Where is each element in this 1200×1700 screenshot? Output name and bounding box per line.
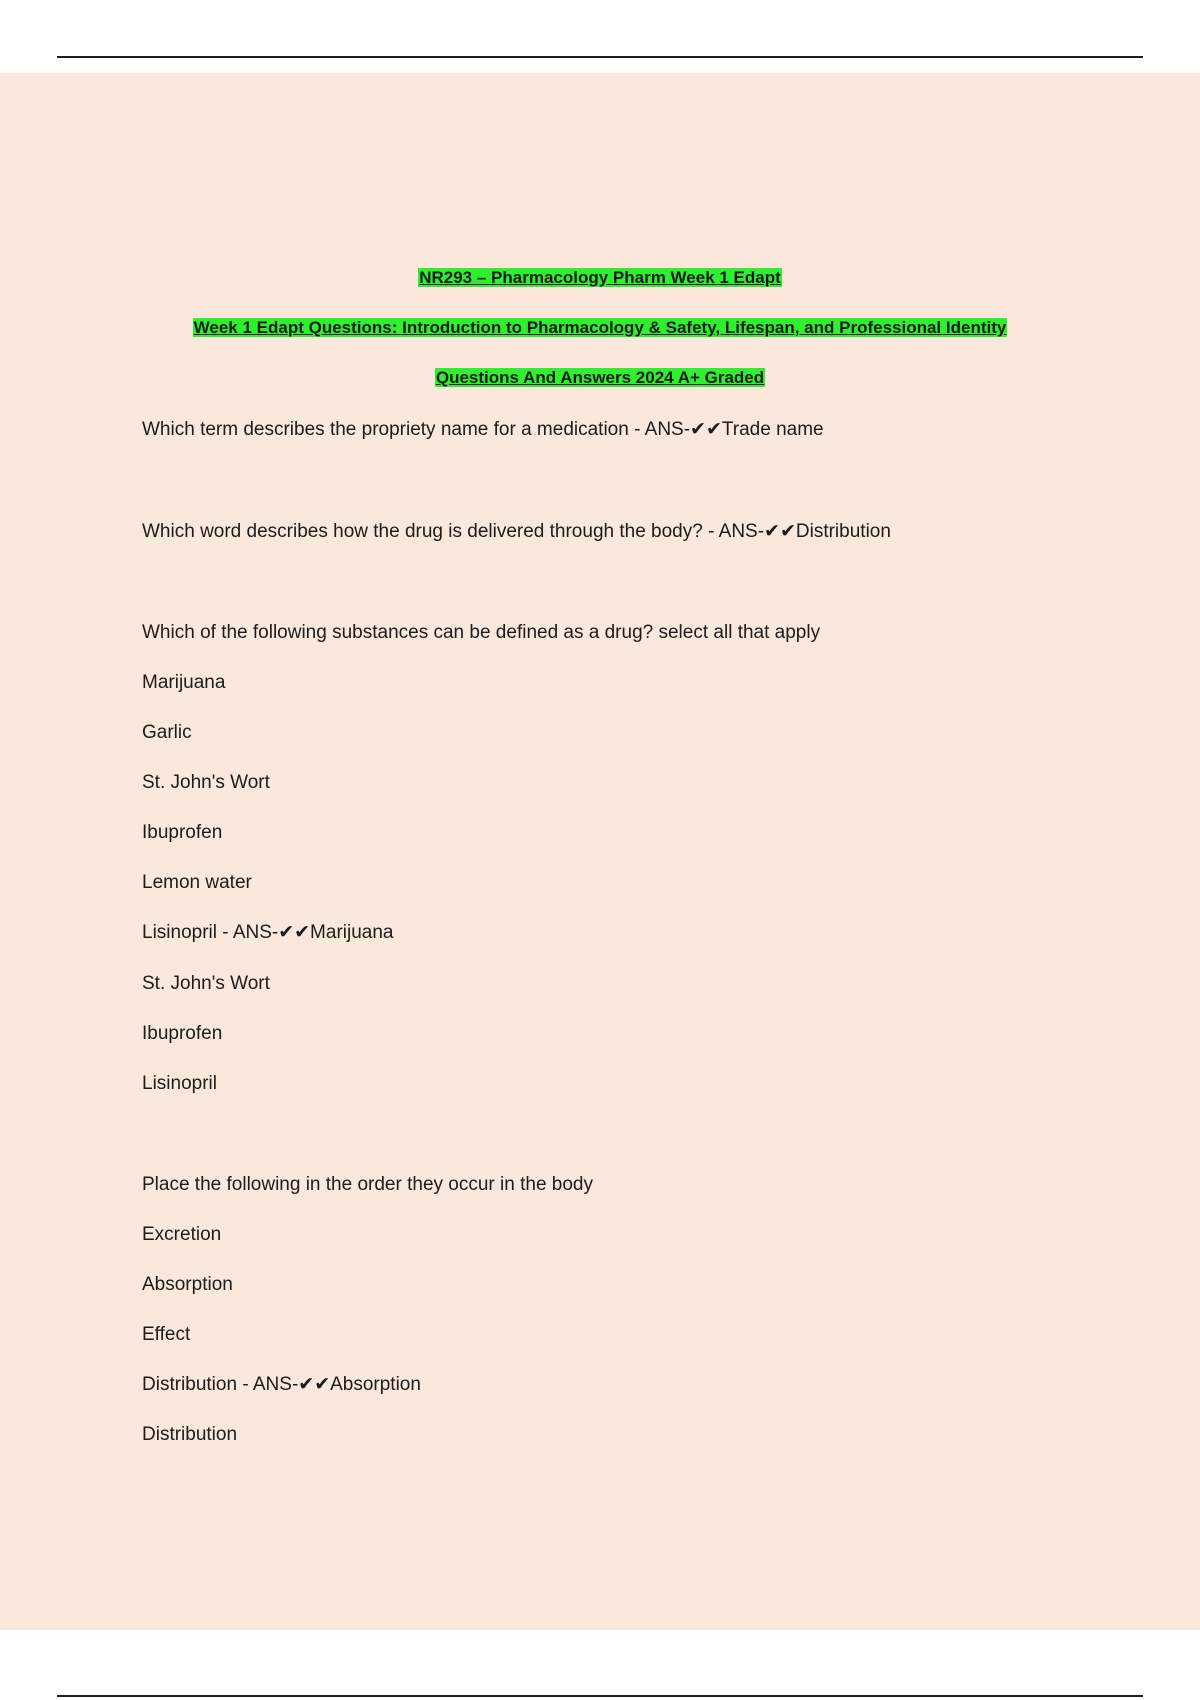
- answer-line: Lisinopril: [142, 1073, 217, 1094]
- answer-line: Ibuprofen: [142, 1023, 223, 1044]
- answer-line: Distribution: [142, 1424, 238, 1445]
- answer-line: Lisinopril - ANS-✔✔Marijuana: [142, 922, 394, 943]
- header-rule: [57, 56, 1143, 58]
- question-3: Which of the following substances can be defined as a drug? select all that apply: [142, 622, 821, 643]
- option-line: Excretion: [142, 1224, 222, 1245]
- option-line: Effect: [142, 1324, 191, 1345]
- option-line: Absorption: [142, 1274, 233, 1295]
- question-4: Place the following in the order they occur in the body: [142, 1174, 593, 1195]
- option-line: Garlic: [142, 722, 192, 743]
- answer-line: St. John's Wort: [142, 973, 270, 994]
- option-line: St. John's Wort: [142, 772, 270, 793]
- question-2: Which word describes how the drug is delivered through the body? - ANS-✔✔Distribution: [142, 521, 891, 542]
- option-line: Ibuprofen: [142, 822, 223, 843]
- footer-rule: [57, 1695, 1143, 1697]
- answer-line: Distribution - ANS-✔✔Absorption: [142, 1374, 421, 1395]
- document-title-line-1: NR293 – Pharmacology Pharm Week 1 Edapt: [419, 268, 781, 287]
- option-line: Marijuana: [142, 672, 226, 693]
- question-1: Which term describes the propriety name for a medication - ANS-✔✔Trade name: [142, 419, 824, 440]
- document-title-line-2: Week 1 Edapt Questions: Introduction to Pharmacology & Safety, Lifespan, and Professional Identity: [193, 318, 1007, 337]
- option-line: Lemon water: [142, 872, 252, 893]
- document-title-line-3: Questions And Answers 2024 A+ Graded: [435, 368, 765, 387]
